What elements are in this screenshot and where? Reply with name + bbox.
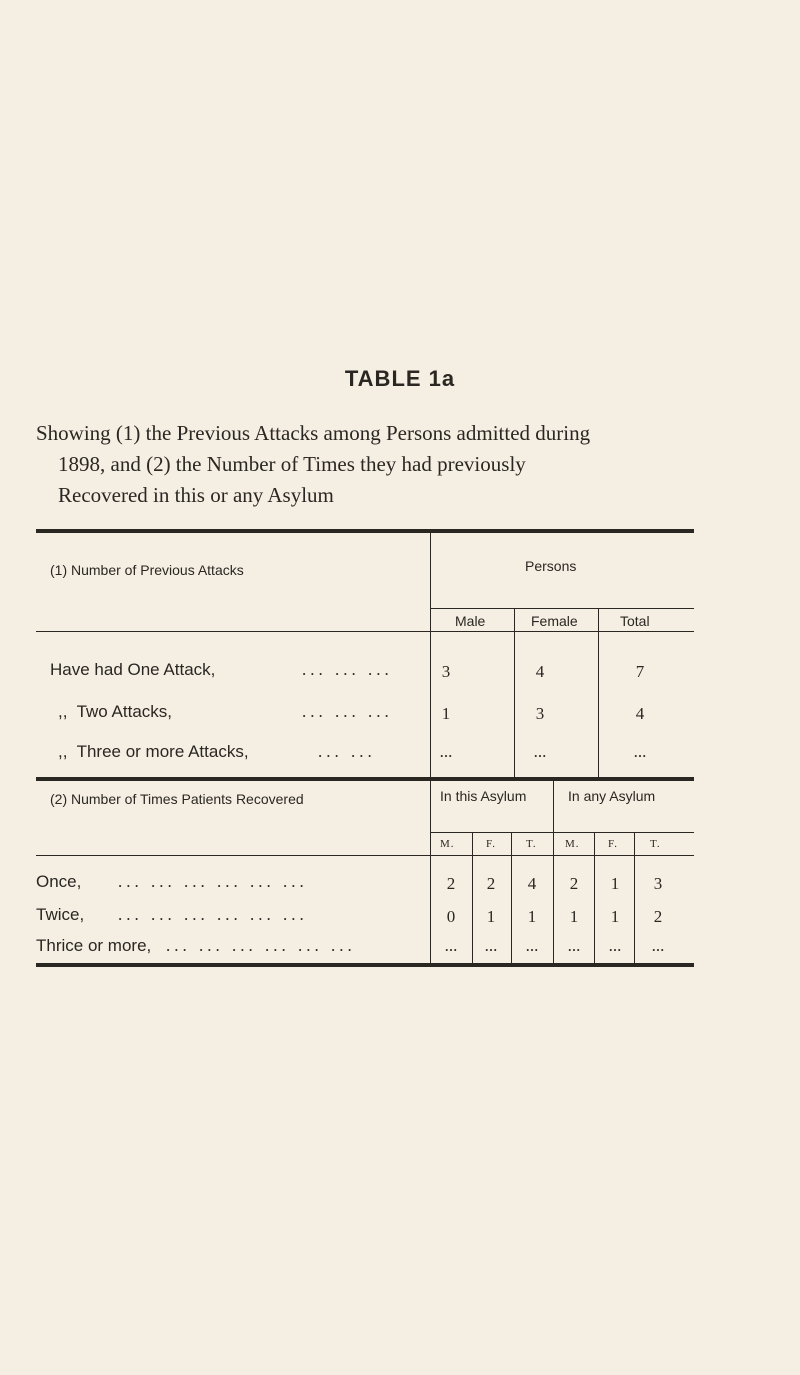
table-title: TABLE 1a (344, 366, 456, 391)
table2-cell: ... (608, 936, 622, 955)
table2-row-header: (2) Number of Times Patients Recovered (50, 791, 304, 807)
table2-col-t: T. (650, 838, 661, 850)
table1-row-label: Have had One Attack, (50, 660, 216, 679)
table2-row-dots: ... ... ... ... ... ... (166, 936, 356, 955)
table1-cell-female: ... (533, 742, 547, 761)
table1-cell-female: 3 (535, 704, 545, 723)
table2-cell: 1 (610, 907, 620, 926)
table1-col-male: Male (455, 613, 486, 629)
table2-cell: ... (444, 936, 458, 955)
table1-top-rule (36, 529, 694, 533)
table2-header-rule (36, 855, 694, 856)
table1-cell-total: 7 (635, 662, 645, 681)
table1-group-rule (430, 608, 694, 609)
table2-cell: 1 (610, 874, 620, 893)
table1-divider-2 (598, 608, 599, 778)
table2-cell: ... (525, 936, 539, 955)
table2-group-this-asylum: In this Asylum (440, 788, 527, 804)
table1-row-label: ,, Three or more Attacks, (58, 742, 249, 761)
table2-cell: 1 (527, 907, 537, 926)
table2-col-t: T. (526, 838, 537, 850)
table2-bottom-rule (36, 963, 694, 967)
table2-cell: 2 (486, 874, 496, 893)
table1-row-dots: ... ... (318, 742, 376, 761)
table1-cell-total: 4 (635, 704, 645, 723)
table1-row-header: (1) Number of Previous Attacks (50, 562, 244, 578)
table2-cell: 1 (486, 907, 496, 926)
table2-col-m: M. (440, 838, 455, 850)
table2-cell: 2 (569, 874, 579, 893)
table2-row-label: Once, (36, 872, 82, 891)
table1-row-dots: ... ... ... (302, 702, 393, 721)
table2-group-rule (430, 832, 694, 833)
table2-col-m: M. (565, 838, 580, 850)
table2-row-label: Thrice or more, (36, 936, 152, 955)
caption-line-1: Showing (1) the Previous Attacks among Persons admitted during (36, 421, 591, 445)
table2-cell: 2 (653, 907, 663, 926)
table2-cell: 3 (653, 874, 663, 893)
table2-col-f: F. (486, 838, 496, 850)
table1-cell-female: 4 (535, 662, 545, 681)
table2-group-any-asylum: In any Asylum (568, 788, 656, 804)
table1-group-header: Persons (525, 558, 577, 574)
table1-row-label: ,, Two Attacks, (58, 702, 173, 721)
table2-cell: ... (651, 936, 665, 955)
table1-col-total: Total (620, 613, 650, 629)
table2-col-f: F. (608, 838, 618, 850)
table1-bottom-rule (36, 777, 694, 781)
table1-cell-male: 3 (441, 662, 451, 681)
table1-col-female: Female (531, 613, 578, 629)
table1-cell-total: ... (633, 742, 647, 761)
table-caption (36, 418, 756, 511)
caption-line-2: 1898, and (2) the Number of Times they had previously (58, 452, 526, 476)
table2-cell: 4 (527, 874, 537, 893)
table2-cell: 0 (446, 907, 456, 926)
table1-row-dots: ... ... ... (302, 660, 393, 679)
table2-cell: 2 (446, 874, 456, 893)
table2-cell: ... (484, 936, 498, 955)
table1-cell-male: ... (439, 742, 453, 761)
table2-row-label: Twice, (36, 905, 85, 924)
table1-header-rule (36, 631, 694, 632)
table2-row-dots: ... ... ... ... ... ... (118, 905, 308, 924)
table2-cell: 1 (569, 907, 579, 926)
caption-line-3: Recovered in this or any Asylum (58, 483, 334, 507)
table1-cell-male: 1 (441, 704, 451, 723)
table2-cell: ... (567, 936, 581, 955)
table2-row-dots: ... ... ... ... ... ... (118, 872, 308, 891)
